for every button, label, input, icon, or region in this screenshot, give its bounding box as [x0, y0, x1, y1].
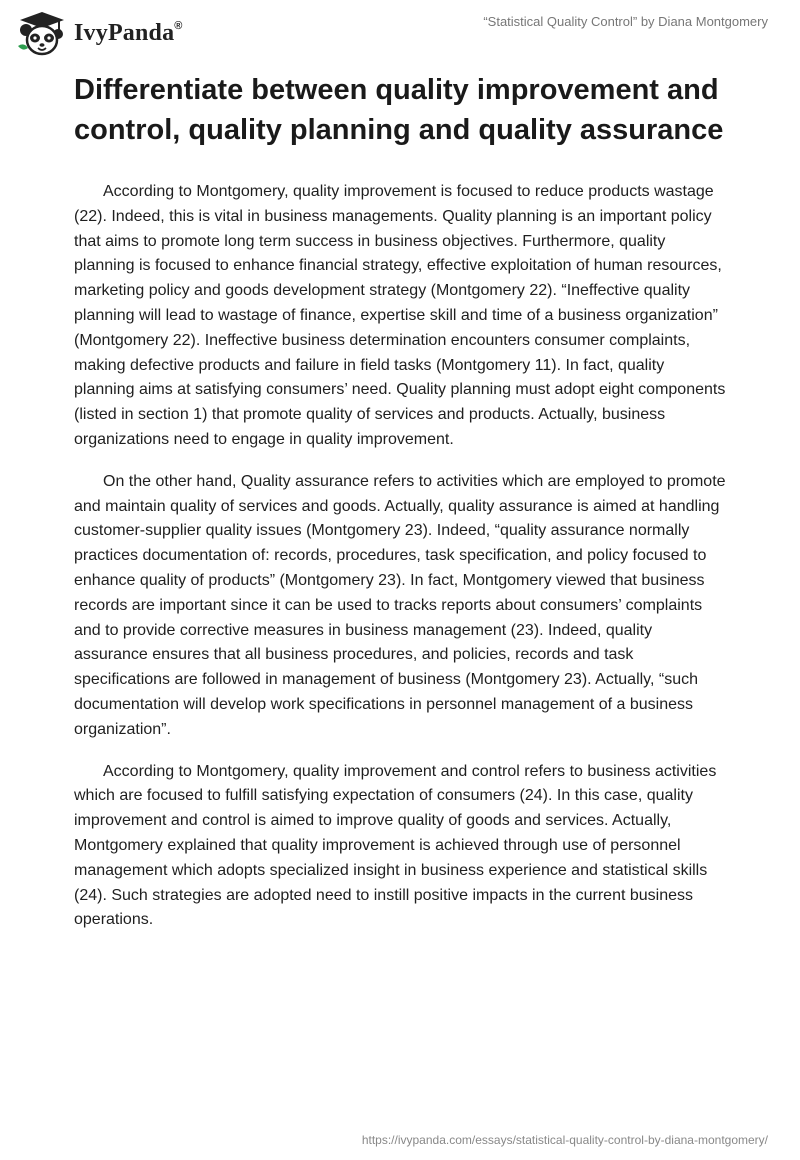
- registered-mark: ®: [174, 19, 183, 32]
- logo-text: IvyPanda®: [74, 19, 183, 46]
- panda-logo-icon: [14, 8, 70, 58]
- paragraph-3: According to Montgomery, quality improvement and control refers to business activities which are focused to fulfill satisfying expectation of consumers (24). In this case, quality improvement and control is aimed to improve quality of goods and services. Actually, Montgomery explained that quality improvement is achieved through use of personnel management which adopts specialized insight in business experience and statistical skills (24). Such strategies are adopted need to instill positive impacts in the current business operations.: [74, 762, 717, 929]
- document-title: “Statistical Quality Control” by Diana Montgomery: [483, 14, 768, 29]
- article-content: [74, 70, 726, 950]
- section-heading: Differentiate between quality improvement and control, quality planning and quality assurance: [74, 74, 724, 146]
- paragraph-2: On the other hand, Quality assurance refers to activities which are employed to promote and maintain quality of services and goods. Actually, quality assurance is aimed at handling customer-supplier quality issues (Montgomery 23). Indeed, “quality assurance normally practices documentation of: records, procedures, task specification, and policy focused to enhance quality of products” (Montgomery 23). In fact, Montgomery viewed that business records are important since it can be used to tracks reports about consumers’ complaints and to provide corrective measures in business management (23). Indeed, quality assurance ensures that all business procedures, and policies, records and task specifications are followed in management of business (Montgomery 23). Actually, “such documentation will develop work specifications in personnel management of a business organization”.: [74, 472, 726, 738]
- ivypanda-logo[interactable]: [14, 8, 183, 58]
- page-header: [0, 0, 800, 70]
- paragraph-1: According to Montgomery, quality improvement is focused to reduce products wastage (22). Indeed, this is vital in business managements. Quality planning is an important policy that aims to promote long term success in business objectives. Furthermore, quality planning is focused to enhance financial strategy, effective exploitation of human resources, marketing policy and goods development strategy (Montgomery 22). “Ineffective quality planning will lead to wastage of finance, expertise skill and time of a business organization” (Montgomery 22). Ineffective business determination encounters consumer complaints, making defective products and failure in field tasks (Montgomery 11). In fact, quality planning aims at satisfying consumers’ need. Quality planning must adopt eight components (listed in section 1) that promote quality of services and products. Actually, business organizations need to engage in quality improvement.: [74, 183, 726, 448]
- source-url[interactable]: https://ivypanda.com/essays/statistical-quality-control-by-diana-montgomery/: [361, 1133, 768, 1147]
